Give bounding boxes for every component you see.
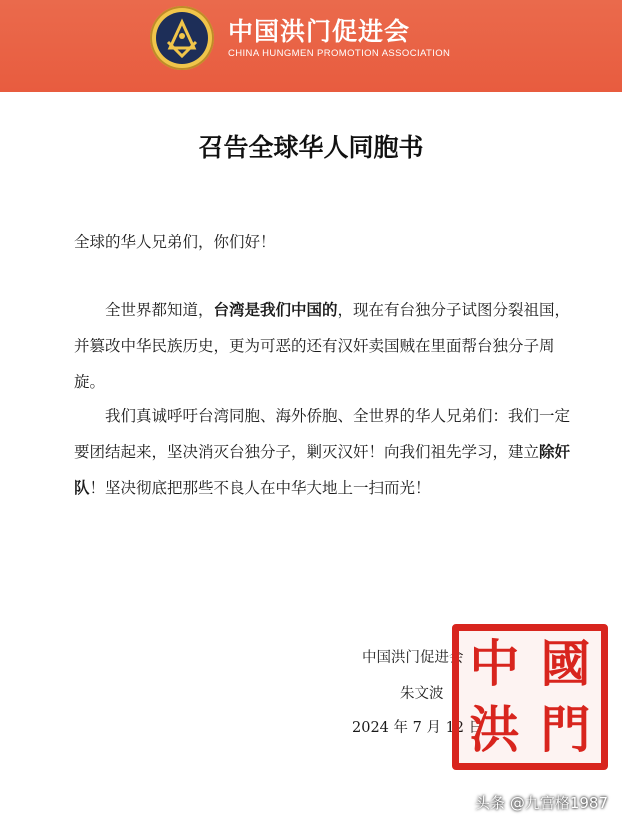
paragraph-2-emphasis: 除奸队 xyxy=(74,442,571,497)
paragraph-1-text-c: ，现在有台独分子试图分裂祖国，并篡改中华民族历史，更为可恶的还有汉奸卖国贼在里面帮台独分子周旋。 xyxy=(74,301,571,391)
signature-date: 2024 年 7 月 12 日 xyxy=(352,720,484,736)
paragraph-1-text-a: 全世界都知道， xyxy=(105,301,214,319)
paragraph-2-text-c: ！坚决彻底把那些不良人在中华大地上一扫而光！ xyxy=(89,479,431,497)
masonic-compass-logo-icon xyxy=(150,6,214,70)
letterhead-banner xyxy=(0,0,622,92)
signature-organization: 中国洪门促进会 xyxy=(362,650,464,666)
org-name-chinese: 中国洪门促进会 xyxy=(228,17,411,46)
paragraph-2 xyxy=(74,398,574,506)
letter-greeting: 全球的华人兄弟们，你们好！ xyxy=(74,233,276,251)
letter-title: 召告全球华人同胞书 xyxy=(198,133,424,162)
source-watermark: 头条 @九宫格1987 xyxy=(475,794,608,812)
paragraph-2-text-a: 我们真诚呼吁台湾同胞、海外侨胞、全世界的华人兄弟们：我们一定要团结起来，坚决消灭台独分子，剿灭汉奸！向我们祖先学习，建立 xyxy=(74,407,571,461)
paragraph-1-emphasis: 台湾是我们中国的 xyxy=(213,300,338,319)
org-name-english: CHINA HUNGMEN PROMOTION ASSOCIATION xyxy=(228,48,451,59)
red-seal-stamp: 中 國 洪 門 xyxy=(452,624,608,770)
signature-name: 朱文波 xyxy=(400,686,444,702)
paragraph-1 xyxy=(74,292,574,400)
